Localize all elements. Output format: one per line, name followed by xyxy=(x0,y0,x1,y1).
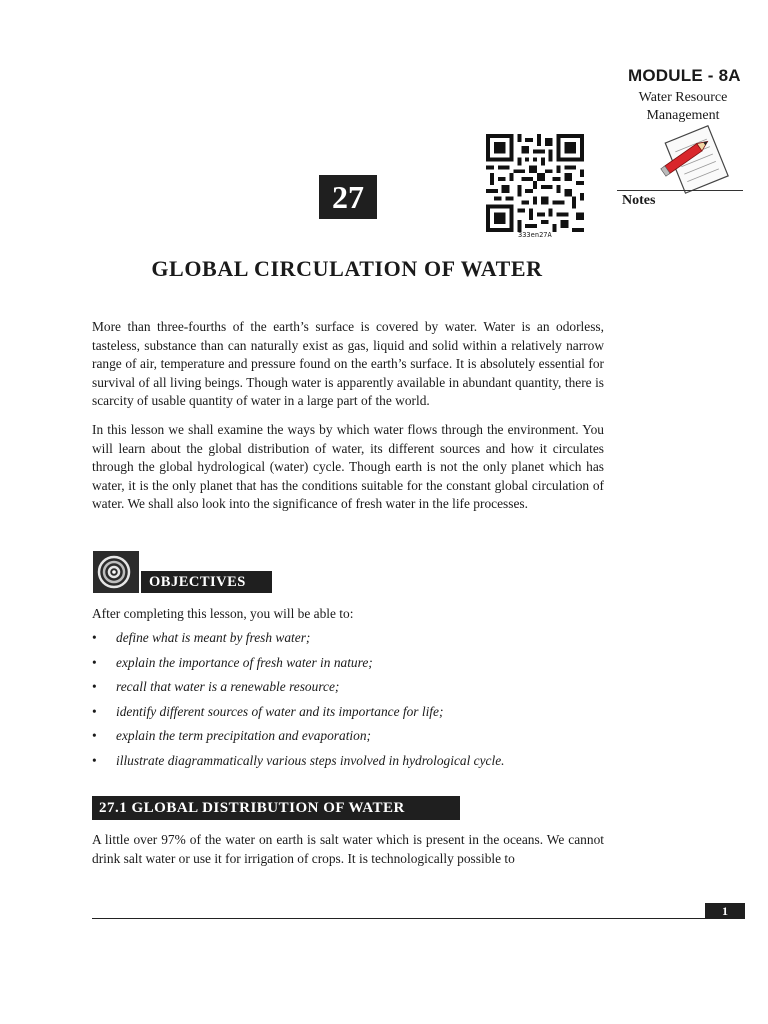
section-paragraph: A little over 97% of the water on earth is salt water which is present in the oceans. We cannot drink salt water or use it for irrigation of crops. It is technologically possible to xyxy=(92,832,604,866)
qr-caption: 333en27A xyxy=(518,231,552,239)
module-subtitle-line2: Management xyxy=(646,108,720,123)
notes-divider xyxy=(617,190,743,191)
page-number: 1 xyxy=(705,903,745,919)
objectives-list xyxy=(92,628,604,775)
objectives-heading: OBJECTIVES xyxy=(141,571,272,593)
module-label: MODULE - 8A xyxy=(628,66,741,85)
target-icon xyxy=(93,551,139,593)
objectives-intro: After completing this lesson, you will be able to: xyxy=(92,606,354,621)
chapter-title: GLOBAL CIRCULATION OF WATER xyxy=(151,256,543,281)
qr-code-icon xyxy=(486,134,584,232)
module-subtitle xyxy=(624,89,742,125)
module-subtitle-line1: Water Resource xyxy=(638,90,728,105)
section-heading: 27.1 GLOBAL DISTRIBUTION OF WATER xyxy=(92,796,460,820)
objective-item: • explain the importance of fresh water in nature; xyxy=(92,654,373,670)
pencil-notepad-icon xyxy=(656,122,736,194)
chapter-number: 27 xyxy=(319,175,377,219)
intro-paragraph-2: In this lesson we shall examine the ways by which water flows through the environment. You will learn about the global distribution of water, its different sources and how it circulates through the global hydrological (water) cycle. Though earth is not the only planet which has water, it is the only planet that has the conditions suitable for the constant global circulation of water. We shall also look into the significance of fresh water in the life processes. xyxy=(92,422,604,511)
objective-item: • identify different sources of water and its importance for life; xyxy=(92,703,444,719)
objective-item: • define what is meant by fresh water; xyxy=(92,630,311,645)
objective-item: • illustrate diagrammatically various steps involved in hydrological cycle. xyxy=(92,752,505,768)
notes-label: Notes xyxy=(622,193,656,208)
intro-paragraph-1: More than three-fourths of the earth’s surface is covered by water. Water is an odorless, tasteless, substance than can naturally exist as gas, liquid and solid within a relatively narrow range of air, temperature and pressure found on the earth’s surface. It is absolutely essential for survival of all living beings. Though water is apparently available in abundant quantity, there is scarcity of usable quantity of water in a large part of the world. xyxy=(92,319,604,408)
objective-item: • recall that water is a renewable resource; xyxy=(92,679,340,694)
objective-item: • explain the term precipitation and evaporation; xyxy=(92,728,371,743)
footer-rule xyxy=(92,918,744,919)
